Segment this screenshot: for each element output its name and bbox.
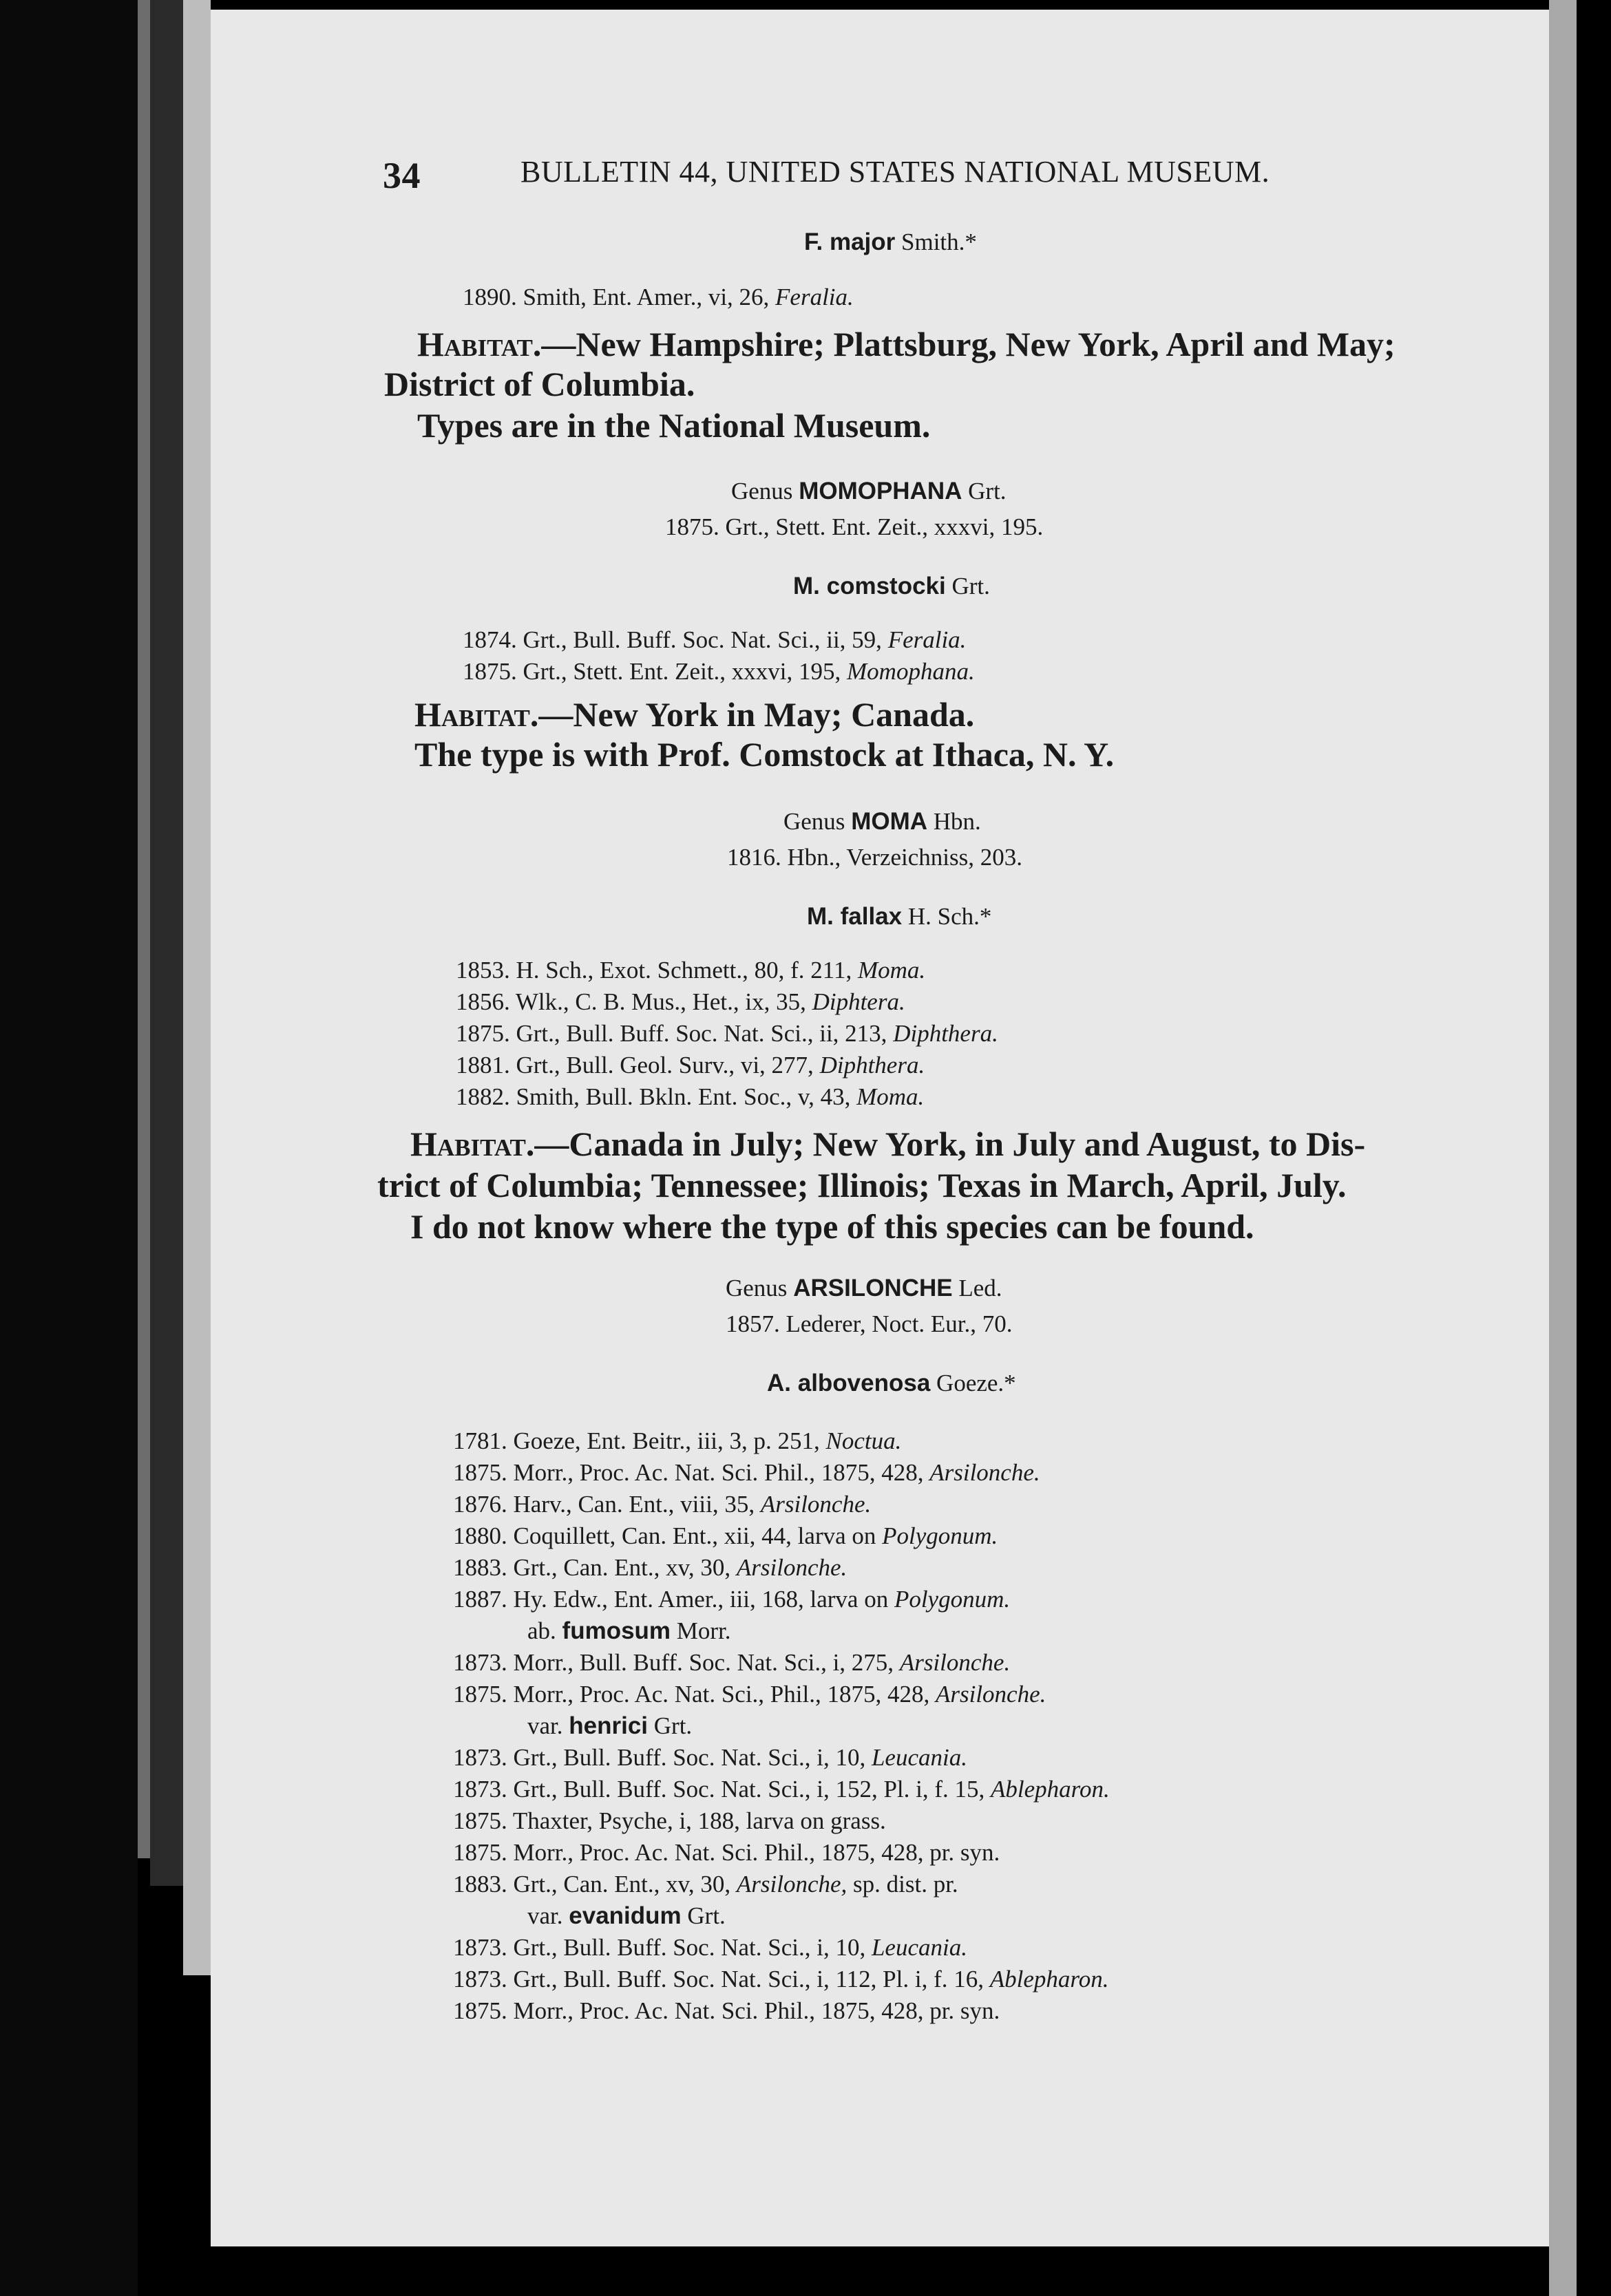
scan-border-left [0, 0, 138, 2296]
habitat-line: Habitat.—Canada in July; New York, in July and August, to Dis- [410, 1125, 1366, 1163]
habitat-line: District of Columbia. [384, 365, 695, 403]
scan-border-right [1549, 0, 1577, 2296]
document-page [211, 10, 1549, 2246]
species-heading: F. major Smith.* [804, 228, 977, 255]
reference-line: 1873. Grt., Bull. Buff. Soc. Nat. Sci., i, 112, Pl. i, f. 16, Ablepharon. [453, 1966, 1109, 1992]
type-note: Types are in the National Museum. [417, 406, 931, 445]
variety-heading: var. evanidum Grt. [527, 1902, 726, 1929]
reference-line: 1876. Harv., Can. Ent., viii, 35, Arsilonche. [453, 1491, 872, 1518]
habitat-line: Habitat.—New Hampshire; Plattsburg, New York, April and May; [417, 325, 1396, 363]
reference-line: 1883. Grt., Can. Ent., xv, 30, Arsilonche. [453, 1554, 847, 1581]
reference-line: 1875. Grt., Bull. Buff. Soc. Nat. Sci., ii, 213, Diphthera. [456, 1020, 998, 1047]
variety-heading: var. henrici Grt. [527, 1712, 693, 1739]
genus-heading: Genus MOMA Hbn. [783, 808, 981, 835]
species-heading: A. albovenosa Goeze.* [767, 1370, 1016, 1396]
genus-reference: 1857. Lederer, Noct. Eur., 70. [726, 1310, 1013, 1337]
page-header [383, 154, 421, 197]
reference-line: 1856. Wlk., C. B. Mus., Het., ix, 35, Diphtera. [456, 988, 905, 1015]
reference-line: 1781. Goeze, Ent. Beitr., iii, 3, p. 251, Noctua. [453, 1427, 902, 1454]
genus-heading: Genus ARSILONCHE Led. [726, 1275, 1002, 1301]
species-heading: M. comstocki Grt. [793, 573, 990, 599]
page-number: 34 [383, 155, 421, 196]
genus-reference: 1816. Hbn., Verzeichniss, 203. [727, 844, 1023, 871]
reference-line: 1890. Smith, Ent. Amer., vi, 26, Feralia. [463, 284, 854, 310]
habitat-line: Habitat.—New York in May; Canada. [414, 695, 975, 734]
reference-line: 1875. Morr., Proc. Ac. Nat. Sci. Phil., 1875, 428, Arsilonche. [453, 1459, 1040, 1486]
reference-line: 1882. Smith, Bull. Bkln. Ent. Soc., v, 43, Moma. [456, 1083, 925, 1110]
scan-page-edge [138, 0, 150, 1858]
reference-line: 1875. Morr., Proc. Ac. Nat. Sci. Phil., 1875, 428, pr. syn. [453, 1839, 1000, 1866]
type-note: I do not know where the type of this species can be found. [410, 1207, 1254, 1246]
scan-page-shadow [150, 0, 183, 1886]
species-heading: M. fallax H. Sch.* [807, 903, 992, 930]
reference-line: 1873. Morr., Bull. Buff. Soc. Nat. Sci., i, 275, Arsilonche. [453, 1649, 1011, 1676]
genus-reference: 1875. Grt., Stett. Ent. Zeit., xxxvi, 195. [665, 513, 1044, 540]
reference-line: 1875. Grt., Stett. Ent. Zeit., xxxvi, 195, Momophana. [463, 658, 975, 685]
reference-line: 1873. Grt., Bull. Buff. Soc. Nat. Sci., i, 10, Leucania. [453, 1744, 967, 1771]
reference-line: 1883. Grt., Can. Ent., xv, 30, Arsilonche, sp. dist. pr. [453, 1871, 958, 1898]
scan-page-edge-light [183, 0, 211, 1975]
habitat-line: trict of Columbia; Tennessee; Illinois; Texas in March, April, July. [377, 1166, 1347, 1204]
reference-line: 1853. H. Sch., Exot. Schmett., 80, f. 211, Moma. [456, 957, 926, 984]
genus-heading: Genus MOMOPHANA Grt. [731, 478, 1007, 504]
reference-line: 1880. Coquillett, Can. Ent., xii, 44, larva on Polygonum. [453, 1522, 998, 1549]
running-title: BULLETIN 44, UNITED STATES NATIONAL MUSEUM. [520, 155, 1270, 189]
reference-line: 1873. Grt., Bull. Buff. Soc. Nat. Sci., i, 152, Pl. i, f. 15, Ablepharon. [453, 1776, 1110, 1803]
type-note: The type is with Prof. Comstock at Ithaca, N. Y. [414, 735, 1115, 774]
reference-line: 1881. Grt., Bull. Geol. Surv., vi, 277, Diphthera. [456, 1052, 925, 1078]
reference-line: 1875. Morr., Proc. Ac. Nat. Sci., Phil., 1875, 428, Arsilonche. [453, 1681, 1046, 1708]
reference-line: 1874. Grt., Bull. Buff. Soc. Nat. Sci., ii, 59, Feralia. [463, 626, 967, 653]
reference-line: 1875. Morr., Proc. Ac. Nat. Sci. Phil., 1875, 428, pr. syn. [453, 1997, 1000, 2024]
reference-line: 1875. Thaxter, Psyche, i, 188, larva on grass. [453, 1807, 886, 1834]
variety-heading: ab. fumosum Morr. [527, 1617, 731, 1644]
reference-line: 1887. Hy. Edw., Ent. Amer., iii, 168, larva on Polygonum. [453, 1586, 1011, 1613]
reference-line: 1873. Grt., Bull. Buff. Soc. Nat. Sci., i, 10, Leucania. [453, 1934, 967, 1961]
